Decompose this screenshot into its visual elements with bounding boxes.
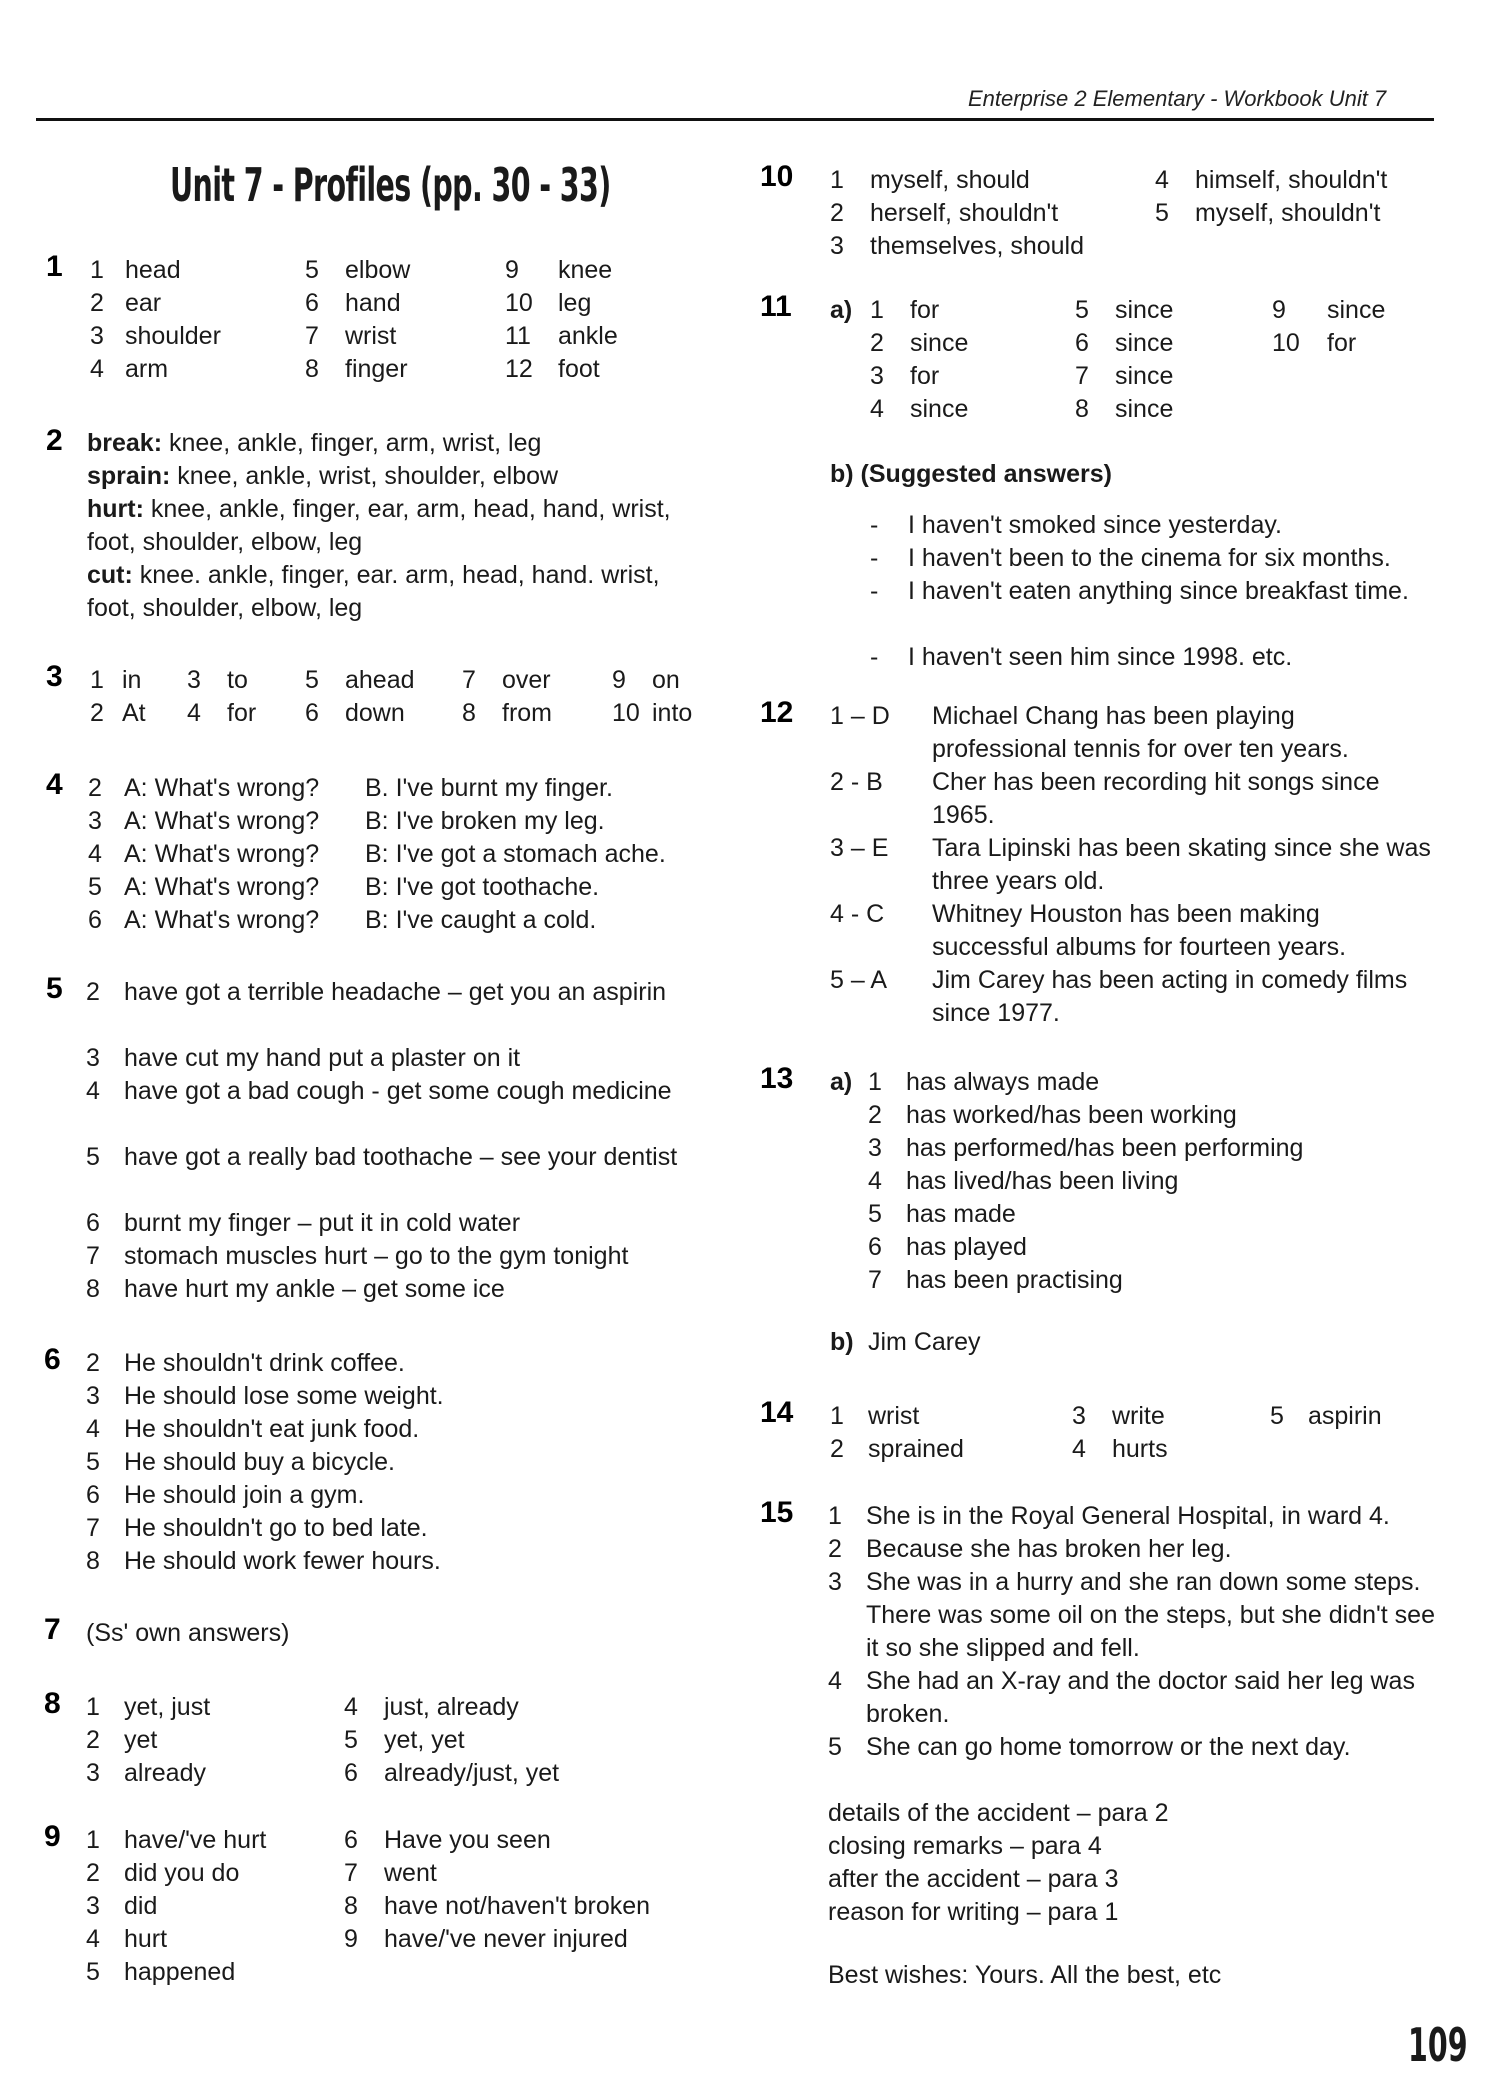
match-pair: 2 - B <box>830 768 883 796</box>
item-number: 1 <box>830 166 844 194</box>
item-number: 9 <box>612 666 626 694</box>
paragraph-order: closing remarks – para 4 <box>828 1832 1102 1860</box>
item-number: 4 <box>870 395 884 423</box>
item-number: 7 <box>305 322 319 350</box>
item-number: 5 <box>86 1448 100 1476</box>
bullet: - <box>870 511 879 539</box>
running-header: Enterprise 2 Elementary - Workbook Unit 7 <box>968 86 1387 111</box>
answer: since <box>1115 362 1174 390</box>
item-number: 6 <box>305 699 319 727</box>
item-number: 10 <box>1272 329 1300 357</box>
item-number: 9 <box>505 256 519 284</box>
item-number: 10 <box>612 699 640 727</box>
answer: for <box>910 296 940 324</box>
answer: has made <box>906 1200 1016 1228</box>
match-pair: 1 – D <box>830 702 890 730</box>
verb-list: knee. ankle, finger, ear. arm, head, hand. wrist, foot, shoulder, elbow, leg <box>87 561 660 622</box>
item-number: 3 <box>187 666 201 694</box>
verb-group <box>87 493 709 559</box>
item-number: 1 <box>90 666 104 694</box>
item-number: 3 <box>828 1568 842 1596</box>
answer: since <box>1115 296 1174 324</box>
answer: yet, yet <box>384 1726 465 1754</box>
item-number: 4 <box>1072 1435 1086 1463</box>
item-number: 5 <box>828 1733 842 1761</box>
answer: himself, shouldn't <box>1195 166 1388 194</box>
answer: themselves, should <box>870 232 1085 260</box>
exercise-number: 14 <box>760 1396 794 1429</box>
part-label: b) (Suggested answers) <box>830 460 1112 488</box>
exercise-number: 11 <box>760 290 792 323</box>
item-number: 1 <box>86 1826 100 1854</box>
answer: into <box>652 699 693 727</box>
item-number: 2 <box>830 1435 844 1463</box>
item-number: 3 <box>90 322 104 350</box>
answer: myself, should <box>870 166 1030 194</box>
item-number: 4 <box>1155 166 1169 194</box>
item-number: 2 <box>86 1349 100 1377</box>
item-number: 3 <box>868 1134 882 1162</box>
bullet: - <box>870 643 879 671</box>
suggested-answer: I haven't been to the cinema for six months. <box>908 544 1391 572</box>
answer: elbow <box>345 256 411 284</box>
answer: hurt <box>124 1925 168 1953</box>
answer: has always made <box>906 1068 1100 1096</box>
item-number: 6 <box>344 1759 358 1787</box>
page-number: 109 <box>1408 2018 1468 2072</box>
answer: have/'ve hurt <box>124 1826 267 1854</box>
dialogue-b: B: I've got a stomach ache. <box>365 840 666 868</box>
answer: knee <box>558 256 613 284</box>
dialogue-b: B. I've burnt my finger. <box>365 774 613 802</box>
item-number: 3 <box>1072 1402 1086 1430</box>
item-number: 3 <box>86 1044 100 1072</box>
answer: At <box>122 699 146 727</box>
answer: have got a terrible headache – get you an aspirin <box>124 978 667 1006</box>
item-number: 5 <box>1075 296 1089 324</box>
suggested-answer: I haven't seen him since 1998. etc. <box>908 643 1293 671</box>
item-number: 5 <box>305 666 319 694</box>
answer: has been practising <box>906 1266 1123 1294</box>
answer: did you do <box>124 1859 240 1887</box>
exercise-number: 6 <box>44 1343 61 1376</box>
item-number: 8 <box>1075 395 1089 423</box>
match-pair: 3 – E <box>830 834 889 862</box>
answer: has performed/has been performing <box>906 1134 1304 1162</box>
answer: She can go home tomorrow or the next day. <box>866 1733 1351 1761</box>
answer: for <box>1327 329 1357 357</box>
answer: already <box>124 1759 206 1787</box>
answer: head <box>125 256 181 284</box>
answer: He should join a gym. <box>124 1481 365 1509</box>
item-number: 7 <box>86 1242 100 1270</box>
exercise-number: 9 <box>44 1820 61 1853</box>
item-number: 9 <box>344 1925 358 1953</box>
exercise-number: 8 <box>44 1687 61 1720</box>
answer: just, already <box>384 1693 519 1721</box>
item-number: 2 <box>870 329 884 357</box>
item-number: 3 <box>86 1382 100 1410</box>
answer: went <box>384 1859 437 1887</box>
item-number: 3 <box>86 1759 100 1787</box>
item-number: 2 <box>868 1101 882 1129</box>
header-rule <box>36 118 1434 121</box>
item-number: 8 <box>344 1892 358 1920</box>
item-number: 7 <box>86 1514 100 1542</box>
answer: did <box>124 1892 158 1920</box>
item-number: 5 <box>86 1143 100 1171</box>
item-number: 6 <box>1075 329 1089 357</box>
item-number: 7 <box>1075 362 1089 390</box>
exercise-number: 15 <box>760 1496 794 1529</box>
verb-group <box>87 427 709 460</box>
item-number: 5 <box>305 256 319 284</box>
item-number: 5 <box>868 1200 882 1228</box>
answer: have not/haven't broken <box>384 1892 651 1920</box>
item-number: 1 <box>868 1068 882 1096</box>
item-number: 1 <box>830 1402 844 1430</box>
item-number: 7 <box>462 666 476 694</box>
answer: He should work fewer hours. <box>124 1547 441 1575</box>
item-number: 2 <box>828 1535 842 1563</box>
dialogue-b: B: I've caught a cold. <box>365 906 597 934</box>
answer: aspirin <box>1308 1402 1382 1430</box>
item-number: 1 <box>828 1502 842 1530</box>
item-number: 4 <box>86 1077 100 1105</box>
answer: finger <box>345 355 408 383</box>
exercise-number: 4 <box>46 768 63 801</box>
item-number: 4 <box>868 1167 882 1195</box>
item-number: 9 <box>1272 296 1286 324</box>
item-number: 11 <box>505 322 531 350</box>
item-number: 8 <box>86 1547 100 1575</box>
answer: ahead <box>345 666 415 694</box>
answer: Jim Carey <box>868 1328 981 1356</box>
match-pair: 4 - C <box>830 900 885 928</box>
answer: have got a bad cough - get some cough medicine <box>124 1077 672 1105</box>
closing-phrases: Best wishes: Yours. All the best, etc <box>828 1961 1222 1989</box>
item-number: 3 <box>830 232 844 260</box>
item-number: 2 <box>830 199 844 227</box>
answer: sprained <box>868 1435 964 1463</box>
answer: have/'ve never injured <box>384 1925 628 1953</box>
item-number: 8 <box>305 355 319 383</box>
verb-list: knee, ankle, finger, arm, wrist, leg <box>162 429 542 457</box>
answer: since <box>910 395 969 423</box>
part-label: a) <box>830 1068 853 1096</box>
item-number: 1 <box>90 256 104 284</box>
item-number: 4 <box>828 1667 842 1695</box>
dialogue-a: A: What's wrong? <box>124 873 320 901</box>
suggested-answer: I haven't smoked since yesterday. <box>908 511 1282 539</box>
answer: have hurt my ankle – get some ice <box>124 1275 505 1303</box>
item-number: 7 <box>868 1266 882 1294</box>
item-number: 2 <box>86 1726 100 1754</box>
item-number: 4 <box>90 355 104 383</box>
exercise-number: 2 <box>46 424 63 457</box>
item-number: 6 <box>344 1826 358 1854</box>
answer: have cut my hand put a plaster on it <box>124 1044 521 1072</box>
answer: ankle <box>558 322 618 350</box>
item-number: 2 <box>86 1859 100 1887</box>
answer: has played <box>906 1233 1027 1261</box>
answer: shoulder <box>125 322 221 350</box>
item-number: 4 <box>344 1693 358 1721</box>
answer: Because she has broken her leg. <box>866 1535 1232 1563</box>
answer: stomach muscles hurt – go to the gym tonight <box>124 1242 629 1270</box>
answer: (Ss' own answers) <box>86 1619 290 1647</box>
item-number: 5 <box>88 873 102 901</box>
dialogue-a: A: What's wrong? <box>124 774 320 802</box>
answer: He shouldn't drink coffee. <box>124 1349 405 1377</box>
item-number: 4 <box>86 1415 100 1443</box>
item-number: 7 <box>344 1859 358 1887</box>
item-number: 3 <box>870 362 884 390</box>
answer: She is in the Royal General Hospital, in ward 4. <box>866 1502 1390 1530</box>
item-number: 6 <box>88 906 102 934</box>
dialogue-b: B: I've got toothache. <box>365 873 600 901</box>
item-number: 5 <box>86 1958 100 1986</box>
answer: burnt my finger – put it in cold water <box>124 1209 521 1237</box>
answer: hand <box>345 289 401 317</box>
answer: over <box>502 666 551 694</box>
item-number: 1 <box>86 1693 100 1721</box>
answer: herself, shouldn't <box>870 199 1059 227</box>
exercise-number: 10 <box>760 160 794 193</box>
answer: has worked/has been working <box>906 1101 1237 1129</box>
verb-list: knee, ankle, wrist, shoulder, elbow <box>170 462 559 490</box>
item-number: 2 <box>90 699 104 727</box>
answer: since <box>1327 296 1386 324</box>
answer: on <box>652 666 680 694</box>
answer: wrist <box>868 1402 920 1430</box>
item-number: 1 <box>870 296 884 324</box>
item-number: 2 <box>90 289 104 317</box>
answer: for <box>227 699 257 727</box>
part-label: b) <box>830 1328 854 1356</box>
item-number: 6 <box>86 1209 100 1237</box>
answer: down <box>345 699 405 727</box>
answer: from <box>502 699 552 727</box>
item-number: 4 <box>88 840 102 868</box>
answer: has lived/has been living <box>906 1167 1179 1195</box>
dialogue-a: A: What's wrong? <box>124 906 320 934</box>
answer: arm <box>125 355 169 383</box>
item-number: 8 <box>462 699 476 727</box>
dialogue-b: B: I've broken my leg. <box>365 807 605 835</box>
bullet: - <box>870 577 879 605</box>
exercise-number: 12 <box>760 696 794 729</box>
answer: She had an X-ray and the doctor said her leg was broken. <box>866 1667 1415 1728</box>
item-number: 12 <box>505 355 533 383</box>
item-number: 3 <box>88 807 102 835</box>
answer: He shouldn't go to bed late. <box>124 1514 428 1542</box>
answer: in <box>122 666 142 694</box>
item-number: 3 <box>86 1892 100 1920</box>
answer: Have you seen <box>384 1826 551 1854</box>
item-number: 4 <box>187 699 201 727</box>
answer: since <box>910 329 969 357</box>
answer: already/just, yet <box>384 1759 560 1787</box>
answer: Whitney Houston has been making successful albums for fourteen years. <box>932 900 1347 961</box>
item-number: 6 <box>86 1481 100 1509</box>
part-label: a) <box>830 296 853 324</box>
answer: wrist <box>345 322 397 350</box>
verb-list: knee, ankle, finger, ear, arm, head, hand, wrist, foot, shoulder, elbow, leg <box>87 495 671 556</box>
verb-label: break: <box>87 429 163 457</box>
answer: Cher has been recording hit songs since 1965. <box>932 768 1380 829</box>
exercise-number: 7 <box>44 1613 61 1646</box>
item-number: 4 <box>86 1925 100 1953</box>
answer: foot <box>558 355 600 383</box>
answer: myself, shouldn't <box>1195 199 1381 227</box>
exercise-number: 3 <box>46 660 63 693</box>
item-number: 5 <box>344 1726 358 1754</box>
paragraph-order: reason for writing – para 1 <box>828 1898 1119 1926</box>
item-number: 5 <box>1270 1402 1284 1430</box>
answer: write <box>1112 1402 1165 1430</box>
answer: He should lose some weight. <box>124 1382 444 1410</box>
answer: leg <box>558 289 592 317</box>
item-number: 2 <box>88 774 102 802</box>
verb-label: sprain: <box>87 462 171 490</box>
answer: to <box>227 666 248 694</box>
answer: since <box>1115 395 1174 423</box>
item-number: 5 <box>1155 199 1169 227</box>
verb-group <box>87 460 709 493</box>
answer: He shouldn't eat junk food. <box>124 1415 420 1443</box>
answer: Tara Lipinski has been skating since she was three years old. <box>932 834 1431 895</box>
answer: yet, just <box>124 1693 211 1721</box>
verb-label: cut: <box>87 561 133 589</box>
paragraph-order: details of the accident – para 2 <box>828 1799 1169 1827</box>
answer: have got a really bad toothache – see your dentist <box>124 1143 678 1171</box>
exercise-number: 1 <box>46 250 63 283</box>
answer: Michael Chang has been playing professional tennis for over ten years. <box>932 702 1349 763</box>
answer: since <box>1115 329 1174 357</box>
bullet: - <box>870 544 879 572</box>
item-number: 6 <box>868 1233 882 1261</box>
match-pair: 5 – A <box>830 966 887 994</box>
answer: for <box>910 362 940 390</box>
verb-group <box>87 559 709 625</box>
item-number: 8 <box>86 1275 100 1303</box>
answer: She was in a hurry and she ran down some steps. There was some oil on the steps, but she didn't see it so she slipped and fell. <box>866 1568 1435 1662</box>
answer: happened <box>124 1958 236 1986</box>
answer: yet <box>124 1726 158 1754</box>
suggested-answer: I haven't eaten anything since breakfast time. <box>908 577 1409 605</box>
page-title: Unit 7 - Profiles (pp. 30 - 33) <box>170 158 611 212</box>
dialogue-a: A: What's wrong? <box>124 840 320 868</box>
item-number: 10 <box>505 289 533 317</box>
item-number: 2 <box>86 978 100 1006</box>
answer: He should buy a bicycle. <box>124 1448 395 1476</box>
answer: ear <box>125 289 162 317</box>
item-number: 6 <box>305 289 319 317</box>
answer: hurts <box>1112 1435 1168 1463</box>
paragraph-order: after the accident – para 3 <box>828 1865 1119 1893</box>
verb-label: hurt: <box>87 495 144 523</box>
exercise-number: 13 <box>760 1062 794 1095</box>
answer: Jim Carey has been acting in comedy films since 1977. <box>932 966 1408 1027</box>
exercise-number: 5 <box>46 972 63 1005</box>
dialogue-a: A: What's wrong? <box>124 807 320 835</box>
